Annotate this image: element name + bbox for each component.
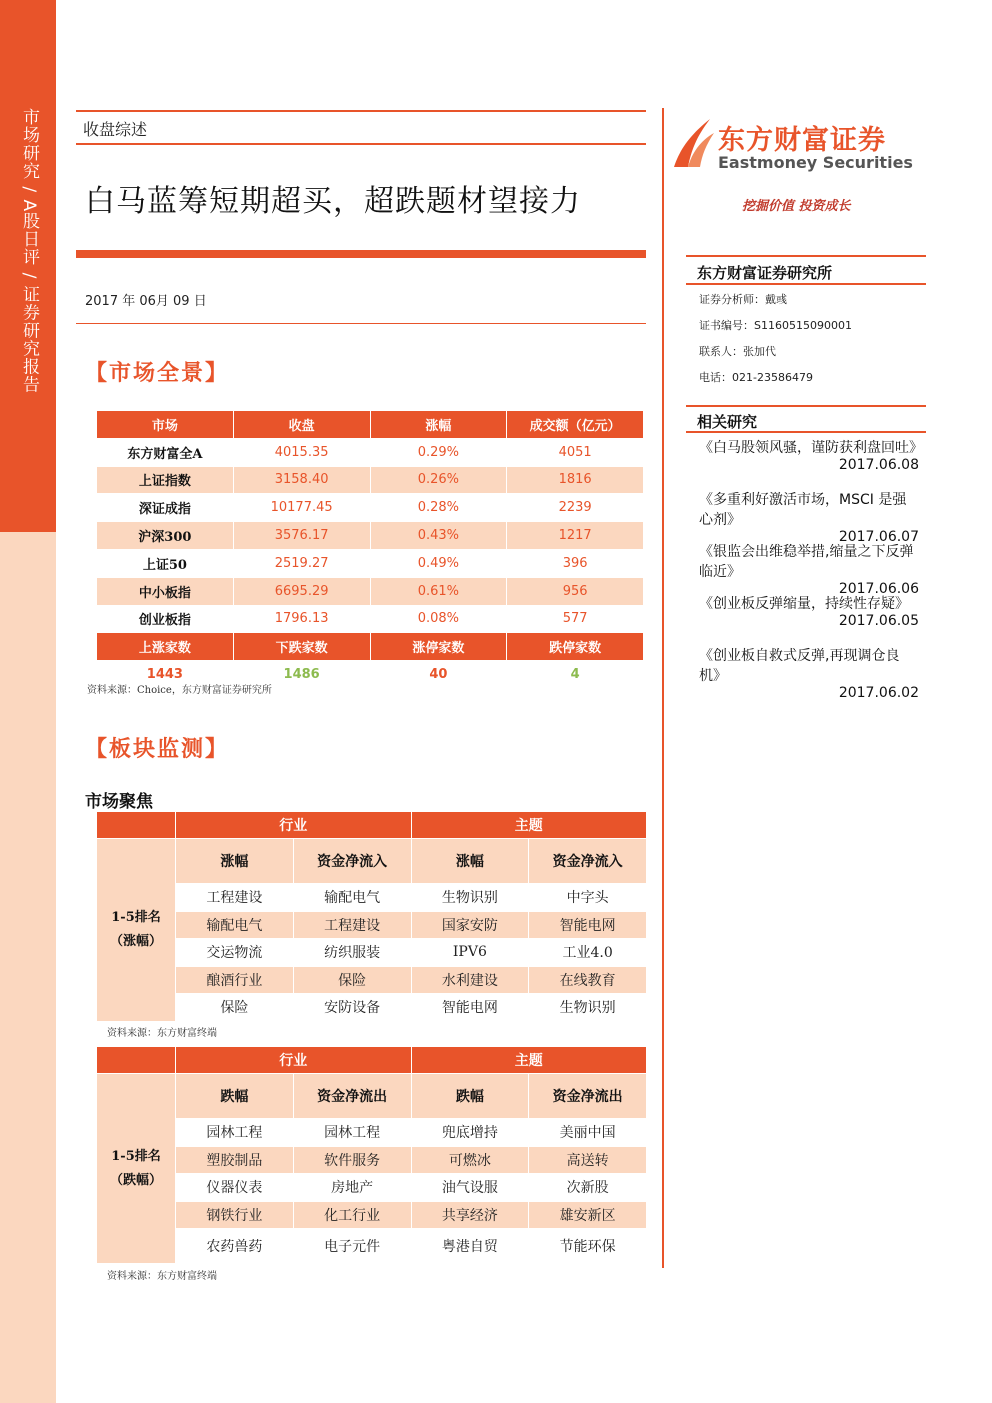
slogan: 挖掘价值 投资成长 (742, 199, 851, 214)
related-item[interactable] (699, 489, 919, 545)
institute-name: 东方财富证券研究所 (697, 264, 833, 282)
index-close: 6695.29 (233, 577, 370, 605)
table-cell: 粤港自贸 (411, 1229, 529, 1264)
table-cell: 可燃冰 (411, 1146, 529, 1174)
corner-cell (97, 812, 176, 839)
table-row (97, 1229, 647, 1264)
table-row (97, 1201, 647, 1229)
table-cell: 安防设备 (293, 994, 411, 1022)
table-cell: 工业4.0 (529, 939, 647, 967)
col-header: 跌停家数 (507, 633, 644, 661)
table-row (97, 911, 647, 939)
index-turnover: 1217 (507, 522, 644, 550)
section-rule (76, 143, 646, 145)
related-item-date: 2017.06.08 (838, 457, 919, 473)
col-header: 资金净流入 (529, 839, 647, 884)
related-title: 相关研究 (697, 413, 758, 431)
related-item-title[interactable]: 《银监会出维稳举措,缩量之下反弹临近》 (699, 544, 914, 580)
table-row (97, 438, 644, 466)
group-header-row (97, 1047, 647, 1074)
table-cell: 节能环保 (529, 1229, 647, 1264)
table-cell: 生物识别 (411, 884, 529, 912)
col-header: 跌幅 (176, 1074, 294, 1119)
index-turnover: 4051 (507, 438, 644, 466)
table-cell: 钢铁行业 (176, 1201, 294, 1229)
index-turnover: 577 (507, 605, 644, 633)
col-header: 涨幅 (370, 411, 507, 439)
index-change: 0.61% (370, 577, 507, 605)
index-change: 0.43% (370, 522, 507, 550)
table-cell: 酿酒行业 (176, 966, 294, 994)
table-cell: 在线教育 (529, 966, 647, 994)
column-divider (662, 108, 664, 1268)
index-name: 深证成指 (97, 494, 234, 522)
related-item-title[interactable]: 《白马股领风骚，谨防获利盘回吐》 (699, 440, 923, 456)
index-change: 0.49% (370, 549, 507, 577)
sector-down-table (96, 1046, 647, 1264)
institute-rule-top (686, 255, 926, 257)
group-header-row (97, 812, 647, 839)
index-close: 2519.27 (233, 549, 370, 577)
table-row (97, 549, 644, 577)
index-close: 1796.13 (233, 605, 370, 633)
table-cell: 国家安防 (411, 911, 529, 939)
related-item-title[interactable]: 《多重利好激活市场，MSCI 是强心剂》 (699, 492, 907, 528)
table-cell: 工程建设 (293, 911, 411, 939)
sidebar-strip-light (0, 532, 56, 1403)
table-cell: 园林工程 (176, 1119, 294, 1147)
col-header-row (97, 1074, 647, 1119)
contact: 联系人：张加代 (699, 345, 776, 358)
col-header: 涨停家数 (370, 633, 507, 661)
table-cell: 房地产 (293, 1174, 411, 1202)
related-item-date: 2017.06.06 (838, 581, 919, 597)
table-row (97, 577, 644, 605)
index-change: 0.26% (370, 466, 507, 494)
table-cell: 仪器仪表 (176, 1174, 294, 1202)
table-row (97, 966, 647, 994)
table-cell: 油气设服 (411, 1174, 529, 1202)
table-cell: 生物识别 (529, 994, 647, 1022)
related-rule-top (686, 405, 926, 407)
market-table (96, 410, 644, 689)
table-cell: 纺织服装 (293, 939, 411, 967)
table-row (97, 1174, 647, 1202)
table-cell: 交运物流 (176, 939, 294, 967)
col-header: 下跌家数 (233, 633, 370, 661)
table-cell: 农药兽药 (176, 1229, 294, 1264)
index-turnover: 2239 (507, 494, 644, 522)
cert-number: 证书编号：S1160515090001 (699, 319, 852, 332)
table-cell: 水利建设 (411, 966, 529, 994)
table-cell: 美丽中国 (529, 1119, 647, 1147)
logo-text-cn: 东方财富证券 (718, 125, 886, 156)
related-item-date: 2017.06.05 (838, 613, 919, 629)
limit-down-count: 4 (507, 661, 644, 689)
index-name: 上证指数 (97, 466, 234, 494)
table-cell: 电子元件 (293, 1229, 411, 1264)
sector-heading: 【板块监测】 (85, 736, 230, 762)
related-item-date: 2017.06.02 (838, 685, 919, 701)
rank-label (97, 839, 176, 1022)
index-close: 3576.17 (233, 522, 370, 550)
index-turnover: 956 (507, 577, 644, 605)
decliners-count: 1486 (233, 661, 370, 689)
market-heading: 【市场全景】 (85, 360, 230, 386)
index-change: 0.08% (370, 605, 507, 633)
table-row (97, 884, 647, 912)
sidebar-label: 市场研究 / A股日评 / 证券研究报告 (19, 108, 39, 394)
sector-up-source: 资料来源：东方财富终端 (107, 1028, 217, 1039)
table-row (97, 1146, 647, 1174)
index-close: 10177.45 (233, 494, 370, 522)
count-header-row (97, 633, 644, 661)
market-source: 资料来源：Choice，东方财富证券研究所 (87, 685, 272, 696)
col-header: 市场 (97, 411, 234, 439)
related-item[interactable] (699, 645, 919, 701)
table-row (97, 466, 644, 494)
table-row (97, 522, 644, 550)
table-row (97, 1119, 647, 1147)
col-header: 涨幅 (411, 839, 529, 884)
rank-label-line2: （涨幅） (109, 933, 162, 949)
rank-label (97, 1074, 176, 1264)
related-item[interactable] (699, 437, 923, 473)
table-row (97, 605, 644, 633)
phone: 电话：021-23586479 (699, 371, 813, 384)
col-header: 跌幅 (411, 1074, 529, 1119)
table-cell: 软件服务 (293, 1146, 411, 1174)
index-close: 3158.40 (233, 466, 370, 494)
col-header: 资金净流入 (293, 839, 411, 884)
title-bar (76, 250, 646, 258)
top-rule (76, 110, 646, 112)
col-header: 收盘 (233, 411, 370, 439)
col-header: 资金净流出 (293, 1074, 411, 1119)
index-name: 创业板指 (97, 605, 234, 633)
index-turnover: 1816 (507, 466, 644, 494)
col-header: 涨幅 (176, 839, 294, 884)
index-change: 0.28% (370, 494, 507, 522)
group-header: 行业 (176, 1047, 412, 1074)
logo-text-en: Eastmoney Securities (718, 153, 913, 172)
index-name: 上证50 (97, 549, 234, 577)
limit-up-count: 40 (370, 661, 507, 689)
table-row (97, 939, 647, 967)
corner-cell (97, 1047, 176, 1074)
col-header: 上涨家数 (97, 633, 234, 661)
related-item[interactable] (699, 593, 919, 629)
sector-subheading: 市场聚焦 (85, 792, 153, 812)
table-row (97, 494, 644, 522)
table-cell: 输配电气 (293, 884, 411, 912)
page-title: 白马蓝筹短期超买，超跌题材望接力 (85, 184, 581, 219)
table-cell: 高送转 (529, 1146, 647, 1174)
advancers-count: 1443 (97, 661, 234, 689)
index-turnover: 396 (507, 549, 644, 577)
rank-label-line2: （跌幅） (109, 1172, 162, 1188)
table-cell: 化工行业 (293, 1201, 411, 1229)
related-item-title[interactable]: 《创业板自救式反弹,再现调仓良机》 (699, 648, 900, 684)
date-rule (76, 323, 646, 324)
rank-label-line1: 1-5排名 (111, 909, 161, 925)
section-label: 收盘综述 (83, 120, 148, 139)
sector-up-table (96, 811, 647, 1022)
table-cell: 雄安新区 (529, 1201, 647, 1229)
table-cell: 保险 (293, 966, 411, 994)
related-rule-bottom (686, 431, 926, 433)
table-cell: 中字头 (529, 884, 647, 912)
col-header: 资金净流出 (529, 1074, 647, 1119)
rank-label-line1: 1-5排名 (111, 1148, 161, 1164)
analyst: 证券分析师：戴彧 (699, 293, 787, 306)
table-row (97, 994, 647, 1022)
col-header: 成交额（亿元） (507, 411, 644, 439)
table-cell: 智能电网 (529, 911, 647, 939)
group-header: 行业 (176, 812, 412, 839)
institute-rule-bottom (686, 283, 926, 285)
related-item-date: 2017.06.07 (838, 529, 919, 545)
table-cell: 工程建设 (176, 884, 294, 912)
table-cell: 保险 (176, 994, 294, 1022)
sector-down-source: 资料来源：东方财富终端 (107, 1271, 217, 1282)
table-cell: 园林工程 (293, 1119, 411, 1147)
table-cell: 次新股 (529, 1174, 647, 1202)
table-cell: 智能电网 (411, 994, 529, 1022)
group-header: 主题 (411, 812, 647, 839)
related-item[interactable] (699, 541, 919, 597)
index-name: 中小板指 (97, 577, 234, 605)
index-name: 沪深300 (97, 522, 234, 550)
group-header: 主题 (411, 1047, 647, 1074)
related-item-title[interactable]: 《创业板反弹缩量，持续性存疑》 (699, 596, 909, 612)
index-change: 0.29% (370, 438, 507, 466)
table-cell: 兜底增持 (411, 1119, 529, 1147)
table-cell: 塑胶制品 (176, 1146, 294, 1174)
table-cell: IPV6 (411, 939, 529, 967)
eastmoney-logo-icon (670, 113, 716, 169)
market-table-header (97, 411, 644, 439)
index-close: 4015.35 (233, 438, 370, 466)
index-name: 东方财富全A (97, 438, 234, 466)
col-header-row (97, 839, 647, 884)
table-cell: 输配电气 (176, 911, 294, 939)
report-date: 2017 年 06月 09 日 (85, 294, 207, 309)
table-cell: 共享经济 (411, 1201, 529, 1229)
